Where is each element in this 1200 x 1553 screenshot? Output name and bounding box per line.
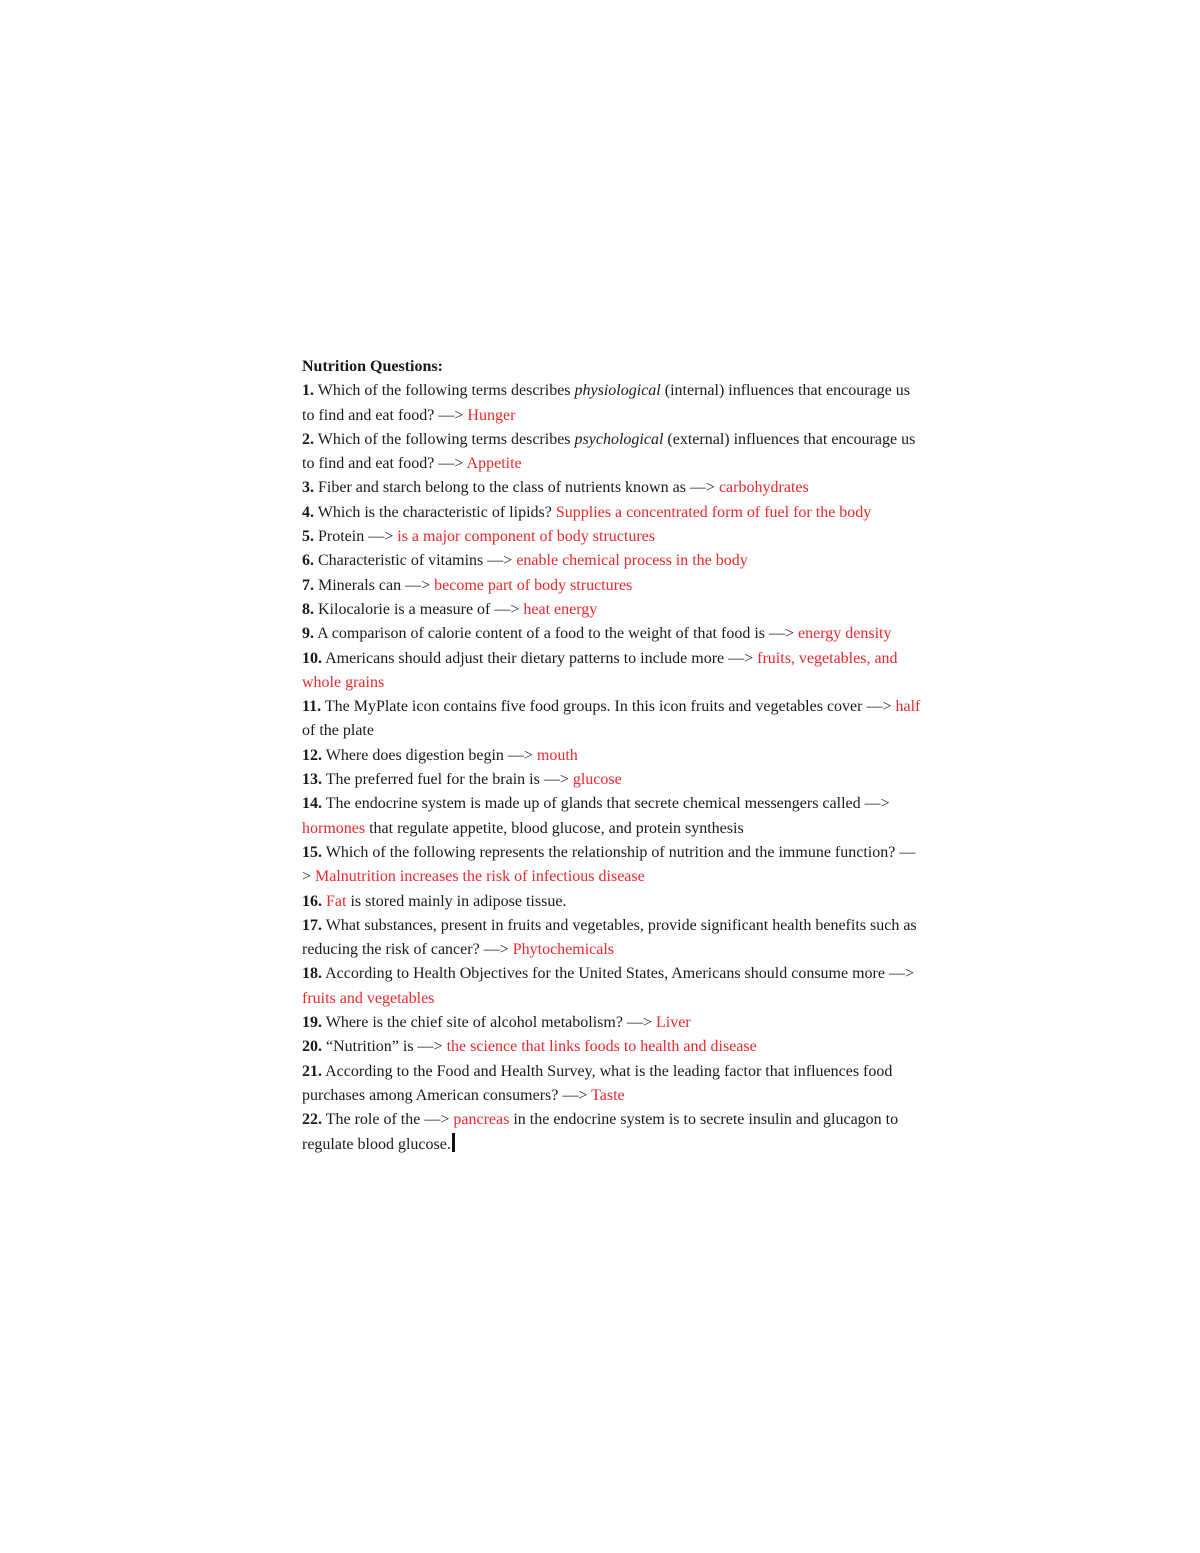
answer-text: fruits, vegetables, and whole grains (302, 649, 898, 691)
question-text: Characteristic of vitamins —> (314, 552, 517, 570)
question-number: 22. (302, 1111, 322, 1129)
question-7 (302, 574, 922, 598)
question-text: that regulate appetite, blood glucose, and protein synthesis (365, 819, 744, 837)
question-text: Americans should adjust their dietary patterns to include more —> (322, 649, 758, 667)
question-number: 3. (302, 479, 314, 497)
answer-text: Malnutrition increases the risk of infectious disease (315, 868, 645, 886)
emphasized-term: psychological (574, 430, 664, 448)
question-text: Which is the characteristic of lipids? (314, 503, 556, 521)
question-1 (302, 379, 922, 428)
question-number: 19. (302, 1014, 322, 1032)
question-number: 10. (302, 649, 322, 667)
answer-text: heat energy (523, 600, 598, 618)
question-19 (302, 1011, 922, 1035)
question-number: 4. (302, 503, 314, 521)
text-cursor (452, 1133, 455, 1152)
question-number: 15. (302, 843, 322, 861)
question-13 (302, 768, 922, 792)
document-body (302, 355, 922, 1157)
question-text: Kilocalorie is a measure of —> (314, 600, 524, 618)
question-20 (302, 1035, 922, 1059)
question-number: 5. (302, 528, 314, 546)
question-number: 1. (302, 382, 314, 400)
question-text: According to the Food and Health Survey, what is the leading factor that influences food purchases among American consumers? —> (302, 1062, 893, 1104)
question-text: Protein —> (314, 528, 398, 546)
answer-text: hormones (302, 819, 366, 837)
question-22 (302, 1108, 922, 1157)
question-number: 18. (302, 965, 322, 983)
answer-text: enable chemical process in the body (516, 552, 748, 570)
question-text: Which of the following terms describes (314, 430, 575, 448)
question-2 (302, 428, 922, 477)
question-8 (302, 598, 922, 622)
question-5 (302, 525, 922, 549)
question-number: 20. (302, 1038, 322, 1056)
answer-text: half (895, 698, 921, 716)
question-number: 7. (302, 576, 314, 594)
question-number: 16. (302, 892, 322, 910)
question-text: (internal) influences that encourage us to find and eat food? —> (302, 382, 910, 424)
question-text: Fiber and starch belong to the class of nutrients known as —> (314, 479, 719, 497)
question-number: 2. (302, 430, 314, 448)
question-4 (302, 501, 922, 525)
question-text: Where is the chief site of alcohol metabolism? —> (322, 1014, 656, 1032)
question-text: “Nutrition” is —> (322, 1038, 447, 1056)
question-14 (302, 792, 922, 841)
question-text: Which of the following represents the relationship of nutrition and the immune function? —> (302, 843, 916, 886)
question-number: 9. (302, 625, 314, 643)
question-text: Which of the following terms describes (314, 382, 575, 400)
answer-text: Appetite (466, 455, 522, 473)
question-text: in the endocrine system is to secrete insulin and glucagon to regulate blood glucose. (302, 1111, 899, 1153)
question-text: A comparison of calorie content of a food to the weight of that food is —> (314, 625, 799, 643)
question-number: 11. (302, 698, 322, 716)
question-text: of the plate (302, 722, 374, 740)
answer-text: Fat (326, 892, 347, 910)
question-11 (302, 695, 922, 744)
question-17 (302, 914, 922, 963)
answer-text: glucose (572, 771, 622, 789)
question-number: 8. (302, 600, 314, 618)
question-15 (302, 841, 922, 890)
question-text: According to Health Objectives for the United States, Americans should consume more —> (322, 965, 914, 983)
question-21 (302, 1060, 922, 1109)
question-number: 21. (302, 1062, 322, 1080)
question-16 (302, 890, 922, 914)
question-12 (302, 744, 922, 768)
answer-text: pancreas (453, 1111, 510, 1129)
question-text: Minerals can —> (314, 576, 435, 594)
answer-text: energy density (798, 625, 892, 643)
question-number: 12. (302, 746, 322, 764)
question-number: 14. (302, 795, 322, 813)
question-text: The endocrine system is made up of glands that secrete chemical messengers called —> (322, 795, 890, 813)
answer-text: Supplies a concentrated form of fuel for the body (555, 503, 872, 521)
answer-text: Liver (655, 1014, 691, 1032)
answer-text: is a major component of body structures (397, 528, 655, 546)
answer-text: become part of body structures (434, 576, 633, 594)
answer-text: Phytochemicals (512, 941, 615, 959)
question-text: The role of the —> (322, 1111, 454, 1129)
question-10 (302, 647, 922, 696)
answer-text: Hunger (467, 406, 516, 424)
document-title: Nutrition Questions: (302, 358, 443, 375)
question-list (302, 379, 922, 1157)
answer-text: carbohydrates (718, 479, 809, 497)
question-3 (302, 476, 922, 500)
emphasized-term: physiological (574, 382, 661, 400)
question-number: 13. (302, 771, 322, 789)
question-text: is stored mainly in adipose tissue. (346, 892, 567, 910)
question-text: The MyPlate icon contains five food groups. In this icon fruits and vegetables cover —> (321, 698, 896, 716)
question-text: Where does digestion begin —> (322, 746, 537, 764)
question-text: What substances, present in fruits and vegetables, provide significant health benefits such as reducing the risk of cancer? —> (302, 916, 917, 959)
question-number: 17. (302, 916, 322, 934)
answer-text: the science that links foods to health and disease (446, 1038, 757, 1056)
answer-text: mouth (536, 746, 578, 764)
question-text: (external) influences that encourage us to find and eat food? —> (302, 430, 916, 473)
answer-text: Taste (591, 1086, 625, 1104)
answer-text: fruits and vegetables (302, 989, 435, 1007)
question-number: 6. (302, 552, 314, 570)
question-6 (302, 549, 922, 573)
question-9 (302, 622, 922, 646)
question-18 (302, 962, 922, 1011)
question-text: The preferred fuel for the brain is —> (322, 771, 573, 789)
